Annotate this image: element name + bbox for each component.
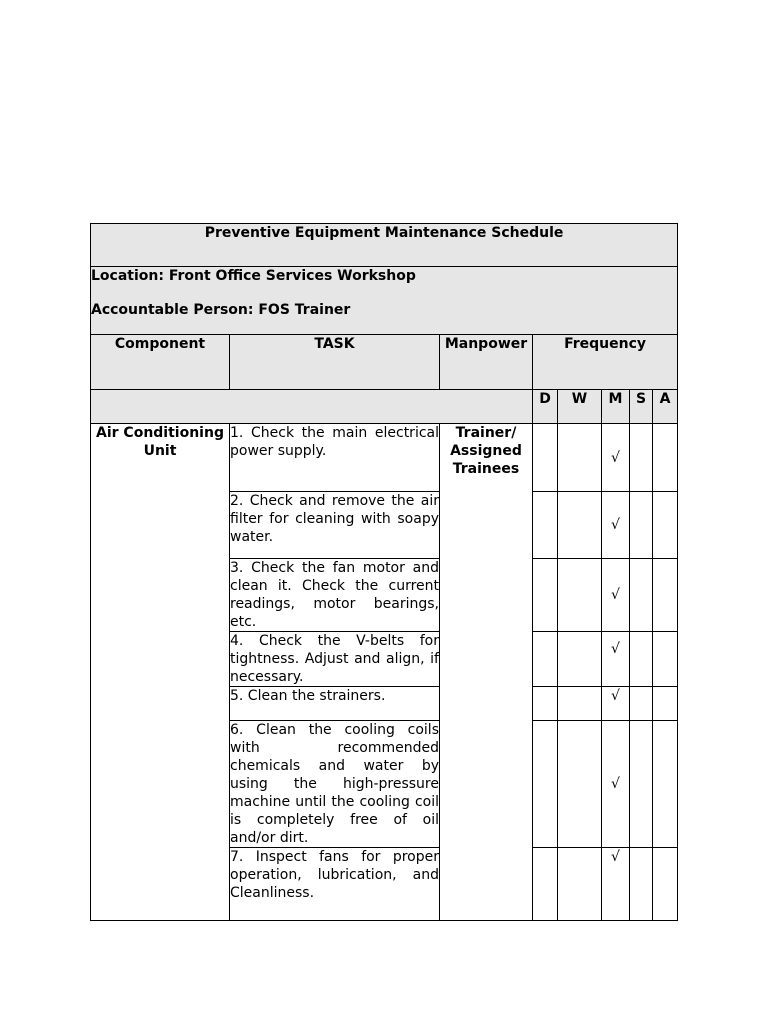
freq-s-cell: [630, 848, 653, 921]
freq-s-cell: [630, 721, 653, 848]
freq-s-cell: [630, 632, 653, 687]
freq-annual-header: A: [653, 390, 678, 424]
location-text: Location: Front Office Services Workshop: [91, 268, 416, 284]
task-header: TASK: [230, 335, 440, 390]
freq-a-cell: [653, 721, 678, 848]
freq-a-cell: [653, 424, 678, 492]
check-mark: √: [602, 559, 630, 632]
manpower-header: Manpower: [440, 335, 533, 390]
check-mark: √: [602, 687, 630, 721]
freq-d-cell: [533, 492, 558, 559]
freq-w-cell: [558, 559, 602, 632]
task-cell: 5. Clean the strainers.: [230, 687, 440, 721]
freq-s-cell: [630, 424, 653, 492]
subheader-blank: [91, 390, 533, 424]
manpower-line: Trainer/: [455, 425, 517, 441]
freq-s-cell: [630, 559, 653, 632]
freq-daily-header: D: [533, 390, 558, 424]
freq-s-cell: [630, 687, 653, 721]
task-cell: 6. Clean the cooling coils with recommended chemicals and water by using the high-pressure machine until the cooling coil is completely free of oil and/or dirt.: [230, 722, 439, 846]
schedule-title: Preventive Equipment Maintenance Schedule: [91, 224, 678, 267]
freq-d-cell: [533, 721, 558, 848]
freq-a-cell: [653, 632, 678, 687]
info-block: [91, 267, 678, 335]
freq-a-cell: [653, 559, 678, 632]
task-cell: 2. Check and remove the air filter for cleaning with soapy water.: [230, 492, 440, 559]
freq-d-cell: [533, 559, 558, 632]
freq-w-cell: [558, 687, 602, 721]
check-mark: √: [602, 848, 630, 921]
freq-w-cell: [558, 424, 602, 492]
freq-a-cell: [653, 687, 678, 721]
manpower-cell: [440, 424, 533, 921]
freq-d-cell: [533, 687, 558, 721]
frequency-header: Frequency: [533, 335, 678, 390]
table-row: [91, 424, 678, 492]
task-cell: 7. Inspect fans for proper operation, lubrication, and Cleanliness.: [230, 848, 440, 921]
freq-a-cell: [653, 492, 678, 559]
check-mark: √: [602, 424, 630, 492]
freq-semiannual-header: S: [630, 390, 653, 424]
task-cell: 3. Check the fan motor and clean it. Check the current readings, motor bearings, etc.: [230, 560, 439, 630]
task-cell: 4. Check the V-belts for tightness. Adjust and align, if necessary.: [230, 633, 439, 685]
maintenance-schedule-table: [90, 223, 678, 921]
freq-a-cell: [653, 848, 678, 921]
freq-monthly-header: M: [602, 390, 630, 424]
freq-w-cell: [558, 848, 602, 921]
freq-d-cell: [533, 632, 558, 687]
freq-w-cell: [558, 492, 602, 559]
check-mark: √: [602, 721, 630, 848]
freq-s-cell: [630, 492, 653, 559]
freq-w-cell: [558, 721, 602, 848]
component-cell: Air Conditioning Unit: [91, 424, 230, 921]
manpower-line: Trainees: [452, 461, 520, 477]
accountable-person-text: Accountable Person: FOS Trainer: [91, 302, 351, 318]
freq-d-cell: [533, 848, 558, 921]
task-cell: 1. Check the main electrical power supply.: [230, 424, 440, 492]
component-header: Component: [91, 335, 230, 390]
freq-d-cell: [533, 424, 558, 492]
manpower-line: Assigned: [450, 443, 522, 459]
freq-w-cell: [558, 632, 602, 687]
check-mark: √: [602, 632, 630, 687]
check-mark: √: [602, 492, 630, 559]
freq-weekly-header: W: [558, 390, 602, 424]
